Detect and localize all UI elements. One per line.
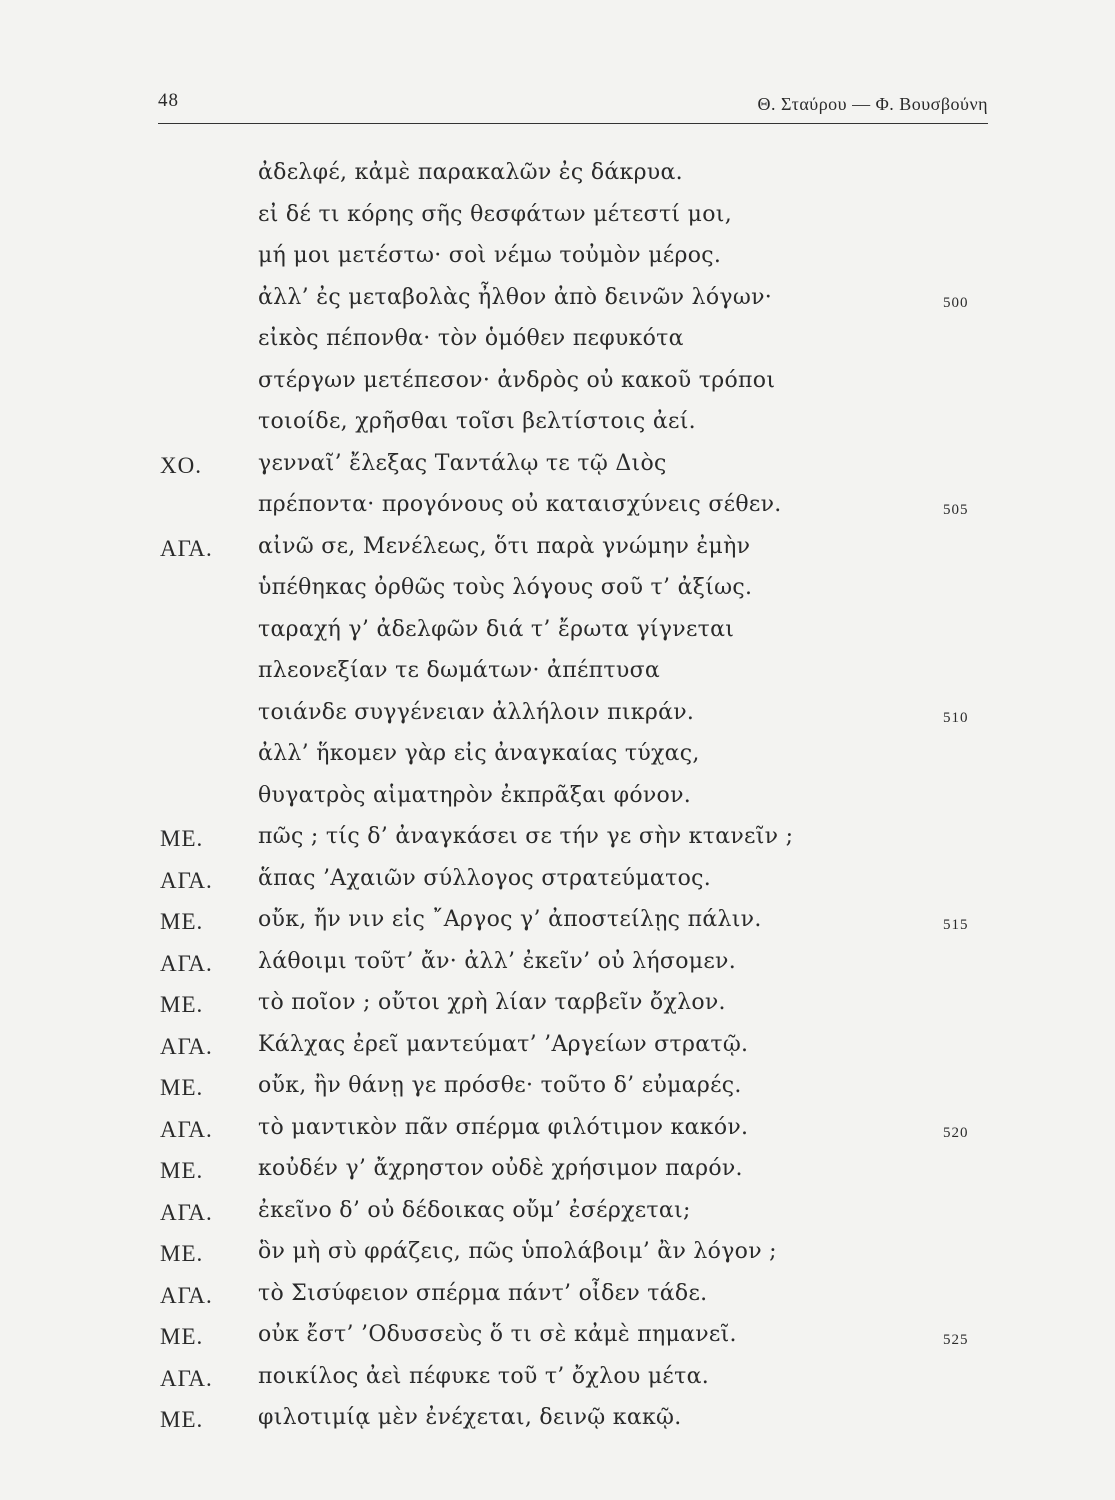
speaker-label: ΜΕ. [160,1407,204,1432]
verse-text: ἀλλ’ ἥκομεν γὰρ εἰς ἀναγκαίας τύχας, [258,741,700,766]
verse-text: τὸ μαντικὸν πᾶν σπέρμα φιλότιμον κακόν. [258,1114,749,1140]
verse-text: πῶς ; τίς δ’ ἀναγκάσει σε τήν γε σὴν κτανεῖν ; [258,824,794,849]
verse-line [0,1281,1115,1323]
verse-text: τὸ Σισύφειον σπέρμα πάντ’ οἶδεν τάδε. [258,1280,708,1306]
speaker-label: ΑΓΑ. [160,1033,213,1059]
verse-text: ὑπέθηκας ὀρθῶς τοὺς λόγους σοῦ τ’ ἀξίως. [258,575,753,600]
verse-text: ἀδελφέ, κἀμὲ παρακαλῶν ἐς δάκρυα. [258,160,683,185]
line-number: 520 [943,1124,969,1141]
verse-text: ταραχή γ’ ἀδελφῶν διά τ’ ἔρωτα γίγνεται [258,616,735,642]
verse-text: οὔκ, ἢν θάνῃ γε πρόσθε· τοῦτο δ’ εὐμαρές. [258,1073,742,1098]
verse-line [0,824,1115,866]
verse-text: στέργων μετέπεσον· ἀνδρὸς οὐ κακοῦ τρόποι [258,367,776,393]
verse-line [0,1073,1115,1115]
speaker-label: ΜΕ. [160,992,204,1017]
line-number: 510 [943,709,969,726]
verse-line [0,409,1115,451]
verse-line [0,741,1115,783]
speaker-label: ΜΕ. [160,826,204,851]
verse-text: φιλοτιμίᾳ μὲν ἐνέχεται, δεινῷ κακῷ. [258,1405,682,1430]
verse-text: ἅπας ’Αχαιῶν σύλλογος στρατεύματος. [258,865,712,891]
verse-text: οὐκ ἔστ’ ’Οδυσσεὺς ὅ τι σὲ κἀμὲ πημανεῖ. [258,1322,737,1347]
speaker-label: ΑΓΑ. [160,1365,213,1391]
verse-line [0,949,1115,991]
verse-line [0,1405,1115,1447]
verse-text: μή μοι μετέστω· σοὶ νέμω τοὐμὸν μέρος. [258,243,722,268]
verse-line [0,1322,1115,1364]
verse-text: ποικίλος ἀεὶ πέφυκε τοῦ τ’ ὄχλου μέτα. [258,1363,710,1389]
page-header [158,90,988,122]
verse-line [0,1364,1115,1406]
verse-line [0,1198,1115,1240]
line-number: 505 [943,502,969,518]
speaker-label: ΜΕ. [160,1075,204,1100]
verse-text: ὃν μὴ σὺ φράζεις, πῶς ὑπολάβοιμ’ ἂν λόγον ; [258,1239,777,1264]
verse-line [0,243,1115,285]
verse-text: τοιοίδε, χρῆσθαι τοῖσι βελτίστοις ἀεί. [258,409,696,434]
verse-text: τοιάνδε συγγένειαν ἀλλήλοιν πικράν. [258,699,695,725]
speaker-label: ΜΕ. [160,1324,204,1349]
verse-line [0,534,1115,576]
verse-line [0,1115,1115,1157]
verse-line [0,1032,1115,1074]
verse-block [0,160,1115,1447]
verse-line [0,160,1115,202]
speaker-label: ΑΓΑ. [160,535,213,561]
verse-line [0,285,1115,327]
verse-text: γενναῖ’ ἔλεξας Ταντάλῳ τε τῷ Διὸς [258,450,667,476]
verse-line [0,575,1115,617]
verse-line [0,368,1115,410]
speaker-label: ΑΓΑ. [160,1116,213,1142]
verse-text: εἰ δέ τι κόρης σῆς θεσφάτων μέτεστί μοι, [258,201,733,227]
verse-text: εἰκὸς πέπονθα· τὸν ὁμόθεν πεφυκότα [258,326,684,351]
speaker-label: ΑΓΑ. [160,1282,213,1308]
verse-line [0,1156,1115,1198]
verse-line [0,492,1115,534]
verse-line [0,658,1115,700]
page-number: 48 [158,90,179,111]
speaker-label: ΜΕ. [160,1241,204,1266]
verse-text: πρέποντα· προγόνους οὐ καταισχύνεις σέθεν. [258,492,782,517]
speaker-label: ΑΓΑ. [160,867,213,893]
verse-line [0,783,1115,825]
speaker-label: ΧΟ. [160,452,202,478]
verse-line [0,451,1115,493]
verse-text: αἰνῶ σε, Μενέλεως, ὅτι παρὰ γνώμην ἐμὴν [258,533,751,559]
speaker-label: ΜΕ. [160,909,204,934]
verse-line [0,907,1115,949]
verse-text: Κάλχας ἐρεῖ μαντεύματ’ ’Αργείων στρατῷ. [258,1031,749,1057]
verse-text: θυγατρὸς αἱματηρὸν ἐκπρᾶξαι φόνον. [258,782,692,808]
speaker-label: ΑΓΑ. [160,950,213,976]
verse-line [0,700,1115,742]
verse-text: ἀλλ’ ἐς μεταβολὰς ἦλθον ἀπὸ δεινῶν λόγων· [258,284,773,310]
verse-text: πλεονεξίαν τε δωμάτων· ἀπέπτυσα [258,658,661,683]
line-number: 515 [943,917,969,933]
line-number: 525 [943,1332,969,1348]
verse-line [0,202,1115,244]
verse-line [0,617,1115,659]
verse-text: ἐκεῖνο δ’ οὐ δέδοικας οὔμ’ ἐσέρχεται; [258,1197,691,1223]
verse-text: τὸ ποῖον ; οὔτοι χρὴ λίαν ταρβεῖν ὄχλον. [258,990,726,1015]
verse-line [0,326,1115,368]
speaker-label: ΜΕ. [160,1158,204,1183]
verse-text: οὔκ, ἤν νιν εἰς ῎Αργος γ’ ἀποστείλῃς πάλιν. [258,907,762,932]
verse-text: λάθοιμι τοῦτ’ ἄν· ἀλλ’ ἐκεῖν’ οὐ λήσομεν. [258,948,737,974]
verse-line [0,1239,1115,1281]
header-rule [158,123,988,124]
line-number: 500 [943,294,969,311]
verse-text: κοὐδέν γ’ ἄχρηστον οὐδὲ χρήσιμον παρόν. [258,1156,743,1181]
speaker-label: ΑΓΑ. [160,1199,213,1225]
running-head: Θ. Σταύρου — Φ. Βουσβούνη [757,94,988,114]
verse-line [0,866,1115,908]
verse-line [0,990,1115,1032]
